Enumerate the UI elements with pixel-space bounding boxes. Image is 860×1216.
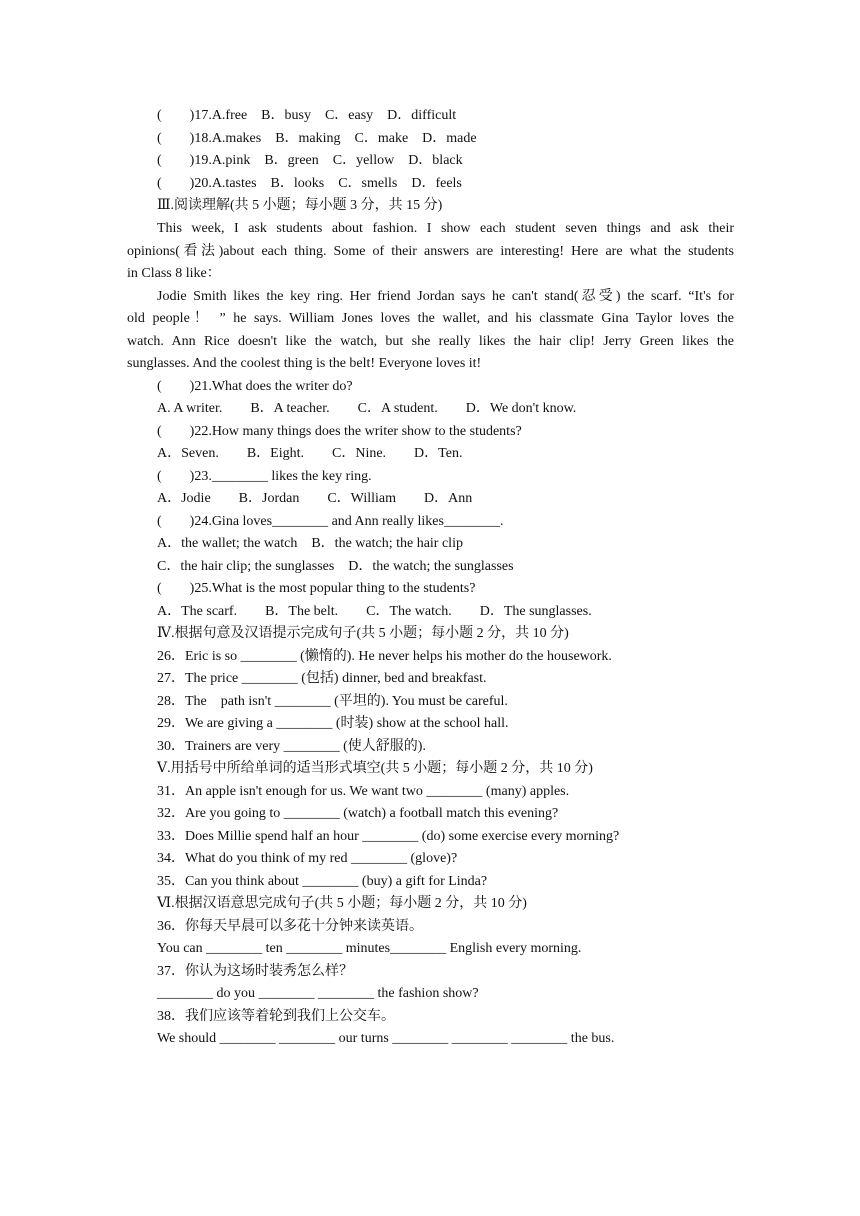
passage-line: sunglasses. And the coolest thing is the belt! Everyone loves it! [127, 356, 482, 371]
question-21: ( )21.What does the writer do? [157, 379, 353, 394]
question-26: 26．Eric is so ________ (懒惰的). He never helps his mother do the housework. [157, 649, 612, 664]
section-heading-hints: Ⅳ.根据句意及汉语提示完成句子(共 5 小题；每小题 2 分，共 10 分) [157, 626, 569, 641]
question-37-english: ________ do you ________ ________ the fashion show? [157, 986, 479, 1001]
question-37-chinese: 37．你认为这场时装秀怎么样？ [157, 964, 353, 979]
question-20: ( )20.A.tastes B．looks C．smells D．feels [157, 176, 462, 191]
question-17: ( )17.A.free B．busy C．easy D．difficult [157, 108, 457, 123]
question-33: 33．Does Millie spend half an hour ________ (do) some exercise every morning? [157, 829, 620, 844]
section-heading-reading: Ⅲ.阅读理解(共 5 小题；每小题 3 分，共 15 分) [157, 198, 443, 213]
question-34: 34．What do you think of my red ________ (glove)? [157, 851, 458, 866]
question-28: 28．The path isn't ________ (平坦的). You must be careful. [157, 694, 508, 709]
passage-line: old people！ ” he says. William Jones loves the wallet, and his classmate Gina Taylor loves the [127, 311, 734, 326]
passage-line: Jodie Smith likes the key ring. Her friend Jordan says he can't stand(忍受) the scarf. “It's for [157, 289, 734, 304]
question-38-english: We should ________ ________ our turns ________ ________ ________ the bus. [157, 1031, 615, 1046]
question-35: 35．Can you think about ________ (buy) a gift for Linda? [157, 874, 488, 889]
question-30: 30．Trainers are very ________ (使人舒服的). [157, 739, 426, 754]
options-23: A．Jodie B．Jordan C．William D．Ann [157, 491, 473, 506]
question-36-english: You can ________ ten ________ minutes________ English every morning. [157, 941, 582, 956]
question-38-chinese: 38．我们应该等着轮到我们上公交车。 [157, 1009, 395, 1024]
options-22: A．Seven. B．Eight. C．Nine. D．Ten. [157, 446, 463, 461]
passage-line: This week, I ask students about fashion. I show each student seven things and ask their [157, 221, 734, 236]
question-32: 32．Are you going to ________ (watch) a football match this evening? [157, 806, 559, 821]
passage-line: in Class 8 like： [127, 266, 221, 281]
section-heading-translation: Ⅵ.根据汉语意思完成句子(共 5 小题；每小题 2 分，共 10 分) [157, 896, 527, 911]
question-19: ( )19.A.pink B．green C．yellow D．black [157, 153, 463, 168]
options-21: A. A writer. B．A teacher. C．A student. D．We don't know. [157, 401, 577, 416]
question-36-chinese: 36．你每天早晨可以多花十分钟来读英语。 [157, 919, 423, 934]
question-29: 29．We are giving a ________ (时装) show at the school hall. [157, 716, 509, 731]
question-31: 31．An apple isn't enough for us. We want two ________ (many) apples. [157, 784, 570, 799]
options-24-cd: C．the hair clip; the sunglasses D．the watch; the sunglasses [157, 559, 514, 574]
options-25: A．The scarf. B．The belt. C．The watch. D．The sunglasses. [157, 604, 592, 619]
question-25: ( )25.What is the most popular thing to the students? [157, 581, 476, 596]
question-27: 27．The price ________ (包括) dinner, bed and breakfast. [157, 671, 487, 686]
options-24-ab: A．the wallet; the watch B．the watch; the hair clip [157, 536, 463, 551]
question-22: ( )22.How many things does the writer show to the students? [157, 424, 522, 439]
passage-line: watch. Ann Rice doesn't like the watch, but she really likes the hair clip! Jerry Green likes the [127, 334, 734, 349]
question-18: ( )18.A.makes B．making C．make D．made [157, 131, 477, 146]
section-heading-word-forms: Ⅴ.用括号中所给单词的适当形式填空(共 5 小题；每小题 2 分，共 10 分) [157, 761, 593, 776]
question-23: ( )23.________ likes the key ring. [157, 469, 372, 484]
question-24: ( )24.Gina loves________ and Ann really likes________. [157, 514, 504, 529]
passage-line: opinions(看法)about each thing. Some of their answers are interesting! Here are what the students [127, 244, 734, 259]
